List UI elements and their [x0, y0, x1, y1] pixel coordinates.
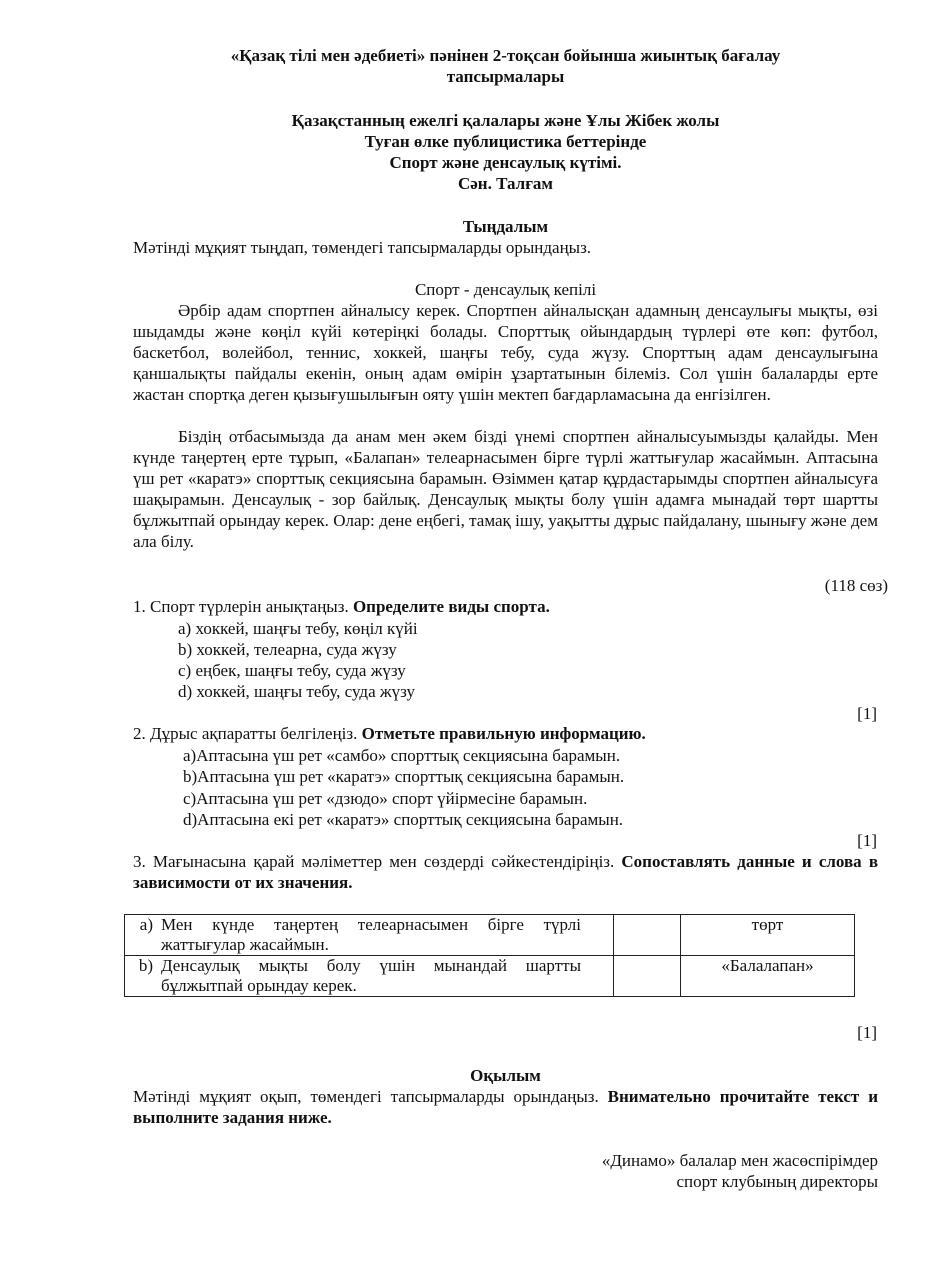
- option-text: Аптасына үш рет «дзюдо» спорт үйірмесіне барамын.: [196, 789, 588, 808]
- reading-instruction-text: Мәтінді мұқият оқып, төмендегі тапсырмаларды орындаңыз.: [133, 1087, 608, 1106]
- match-cell: «Балалапан»: [681, 956, 855, 997]
- listening-heading: Тыңдалым: [462, 217, 549, 236]
- option-text: Аптасына екі рет «каратэ» спорттық секциясына барамын.: [197, 810, 624, 829]
- statement-cell: [125, 956, 614, 997]
- q3-score: [1]: [857, 1023, 877, 1042]
- question-1: [133, 596, 878, 617]
- signature-line-1: «Динамо» балалар мен жасөспірімдер: [601, 1151, 878, 1170]
- row-label: b): [138, 956, 153, 975]
- question-1-text-ru: Определите виды спорта.: [352, 597, 550, 616]
- listening-instruction: Мәтінді мұқият тыңдап, төмендегі тапсырмаларды орындаңыз.: [133, 238, 592, 257]
- option-text: хоккей, шаңғы тебу, суда жүзу: [196, 682, 415, 701]
- q1-option-c[interactable]: [178, 660, 406, 681]
- question-3-text-ru: Сопоставлять данные и слова в зависимости от их значения.: [133, 852, 878, 892]
- signature-line-2: спорт клубының директоры: [676, 1172, 878, 1191]
- title-line-2: тапсырмалары: [446, 67, 565, 86]
- question-2-text-ru: Отметьте правильную информацию.: [361, 724, 646, 743]
- reading-heading: Оқылым: [470, 1066, 541, 1085]
- topic-2: Туған өлке публицистика беттерінде: [364, 132, 647, 151]
- question-2-text: 2. Дұрыс ақпаратты белгілеңіз.: [133, 724, 362, 743]
- row-label: a): [139, 915, 153, 934]
- question-1-text: 1. Спорт түрлерін анықтаңыз.: [133, 597, 353, 616]
- q1-score: [1]: [857, 704, 877, 723]
- q2-option-d[interactable]: [183, 809, 623, 830]
- matching-table: [124, 914, 855, 997]
- q2-option-a[interactable]: [183, 745, 620, 766]
- table-row: [125, 956, 855, 997]
- option-label: a): [178, 619, 192, 638]
- option-label: a): [183, 746, 197, 765]
- topic-1: Қазақстанның ежелгі қалалары және Ұлы Жібек жолы: [291, 111, 720, 130]
- reading-instruction: [133, 1086, 878, 1128]
- option-text: еңбек, шаңғы тебу, суда жүзу: [195, 661, 406, 680]
- q1-option-d[interactable]: [178, 681, 415, 702]
- option-label: b): [178, 640, 193, 659]
- question-3-text: 3. Мағынасына қарай мәліметтер мен сөздерді сәйкестендіріңіз.: [133, 852, 622, 871]
- option-text: Аптасына үш рет «самбо» спорттық секциясына барамын.: [196, 746, 621, 765]
- option-label: d): [183, 810, 198, 829]
- topic-4: Сән. Талғам: [457, 174, 554, 193]
- title-line-1: «Қазақ тілі мен әдебиеті» пәнінен 2-тоқсан бойынша жиынтық бағалау: [230, 46, 781, 65]
- option-label: c): [178, 661, 192, 680]
- table-row: [125, 915, 855, 956]
- option-text: хоккей, телеарна, суда жүзу: [196, 640, 397, 659]
- option-label: b): [183, 767, 198, 786]
- topics-block: [133, 110, 878, 194]
- row-text: Денсаулық мықты болу үшін мынандай шартты бұлжытпай орындау керек.: [161, 956, 581, 995]
- reading-instruction-text-ru: Внимательно прочитайте текст и выполните задания ниже.: [133, 1087, 878, 1127]
- topic-3: Спорт және денсаулық күтімі.: [389, 153, 622, 172]
- option-text: хоккей, шаңғы тебу, көңіл күйі: [195, 619, 418, 638]
- q2-option-c[interactable]: [183, 788, 587, 809]
- question-2: [133, 723, 878, 744]
- q2-option-b[interactable]: [183, 766, 624, 787]
- q1-option-b[interactable]: [178, 639, 397, 660]
- match-cell: төрт: [681, 915, 855, 956]
- word-count: (118 сөз): [824, 576, 888, 595]
- option-text: Аптасына үш рет «каратэ» спорттық секциясына барамын.: [197, 767, 625, 786]
- answer-cell[interactable]: [614, 915, 681, 956]
- listening-paragraph-1: Әрбір адам спортпен айналысу керек. Спортпен айналысқан адамның денсаулығы мықты, өзі шыдамды және көңіл күйі көтеріңкі болады. Спорттық ойындардың түрлері өте көп: футбол, баскетбол, волейбол, теннис, хоккей, шаңғы тебу, суда жүзу. Спорттың адам денсаулығына қаншалықты пайдалы екенін, оның адам өмірін ұзартатынын білеміз. Сол үшін балаларды ерте жастан спортқа деген қызығушылығын ояту үшін мектеп бағдарламасына да енгізілген.: [133, 301, 878, 404]
- q1-option-a[interactable]: [178, 618, 418, 639]
- row-text: Мен күнде таңертең телеарнасымен бірге түрлі жаттығулар жасаймын.: [161, 915, 581, 954]
- statement-cell: [125, 915, 614, 956]
- question-3: [133, 851, 878, 893]
- option-label: c): [183, 789, 197, 808]
- option-label: d): [178, 682, 193, 701]
- listening-paragraph-2: Біздің отбасымызда да анам мен әкем бізді үнемі спортпен айналысуымызды қалайды. Мен күнде таңертең ерте тұрып, «Балапан» телеарнасымен бірге түрлі жаттығулар жасаймын. Аптасына үш рет «каратэ» спорттық секциясына барамын. Өзіммен қатар құрдастарымды спортпен айналысуға шақырамын. Денсаулық - зор байлық. Денсаулық мықты болу үшін адамға мынадай төрт шартты бұлжытпай орындау керек. Олар: дене еңбегі, тамақ ішу, уақытты дұрыс пайдалану, шынығу және дем ала білу.: [133, 427, 878, 551]
- signature-block: [133, 1150, 878, 1192]
- answer-cell[interactable]: [614, 956, 681, 997]
- q2-score: [1]: [857, 831, 877, 850]
- document-title: [133, 45, 878, 87]
- text-title: Спорт - денсаулық кепілі: [414, 280, 597, 299]
